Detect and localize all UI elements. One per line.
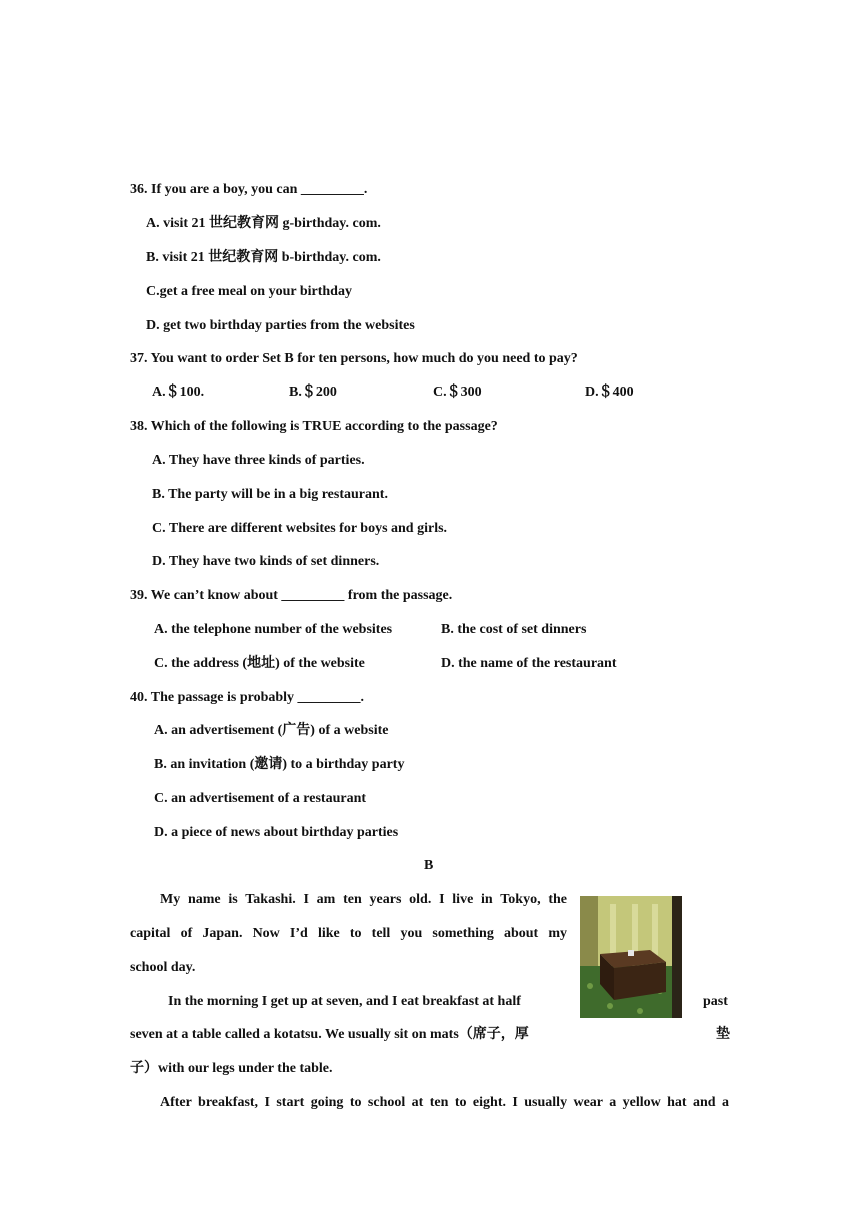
section-heading: B xyxy=(424,858,434,873)
paragraph-1-line-2: capital of Japan. Now I’d like to tell you something about my xyxy=(130,926,567,941)
option-d: D. a piece of news about birthday parties xyxy=(154,825,399,840)
paragraph-3-line-1: After breakfast, I start going to school at ten to eight. I usually wear a yellow hat and a xyxy=(160,1095,729,1110)
option-c: C. an advertisement of a restaurant xyxy=(154,791,367,806)
paragraph-1-line-1: My name is Takashi. I am ten years old. I live in Tokyo, the xyxy=(160,892,567,907)
paragraph-2-line-2-end: 垫 xyxy=(716,1027,730,1042)
paragraph-2-line-3: 子）with our legs under the table. xyxy=(130,1061,333,1076)
question-stem: 36. If you are a boy, you can _________. xyxy=(130,182,368,197)
option-c: C.get a free meal on your birthday xyxy=(146,284,352,299)
paragraph-1-line-3: school day. xyxy=(130,960,196,975)
option-d: D.＄400 xyxy=(585,385,634,400)
option-a: A. visit 21 世纪教育网 g-birthday. com. xyxy=(146,216,381,231)
option-b: B. The party will be in a big restaurant. xyxy=(152,487,388,502)
option-c: C.＄300 xyxy=(433,385,482,400)
option-b: B. visit 21 世纪教育网 b-birthday. com. xyxy=(146,250,381,265)
question-stem: 39. We can’t know about _________ from the passage. xyxy=(130,588,453,603)
question-stem: 38. Which of the following is TRUE according to the passage? xyxy=(130,419,498,434)
paragraph-2-line-1: In the morning I get up at seven, and I eat breakfast at half xyxy=(168,994,521,1009)
question-stem: 37. You want to order Set B for ten persons, how much do you need to pay? xyxy=(130,351,578,366)
kotatsu-photo xyxy=(580,896,682,1018)
option-a: A. an advertisement (广告) of a website xyxy=(154,723,389,738)
option-d: D. They have two kinds of set dinners. xyxy=(152,554,380,569)
option-d: D. get two birthday parties from the websites xyxy=(146,318,415,333)
option-b: B. an invitation (邀请) to a birthday party xyxy=(154,757,405,772)
option-d: D. the name of the restaurant xyxy=(441,656,617,671)
option-b: B.＄200 xyxy=(289,385,337,400)
paragraph-2-line-2: seven at a table called a kotatsu. We usually sit on mats（席子，厚 xyxy=(130,1027,529,1042)
option-c: C. There are different websites for boys and girls. xyxy=(152,521,448,536)
paragraph-2-line-1-end: past xyxy=(703,994,728,1009)
option-a: A. They have three kinds of parties. xyxy=(152,453,365,468)
option-b: B. the cost of set dinners xyxy=(441,622,587,637)
question-stem: 40. The passage is probably _________. xyxy=(130,690,365,705)
option-c: C. the address (地址) of the website xyxy=(154,656,365,671)
option-a: A. the telephone number of the websites xyxy=(154,622,393,637)
option-a: A.＄100. xyxy=(152,385,205,400)
